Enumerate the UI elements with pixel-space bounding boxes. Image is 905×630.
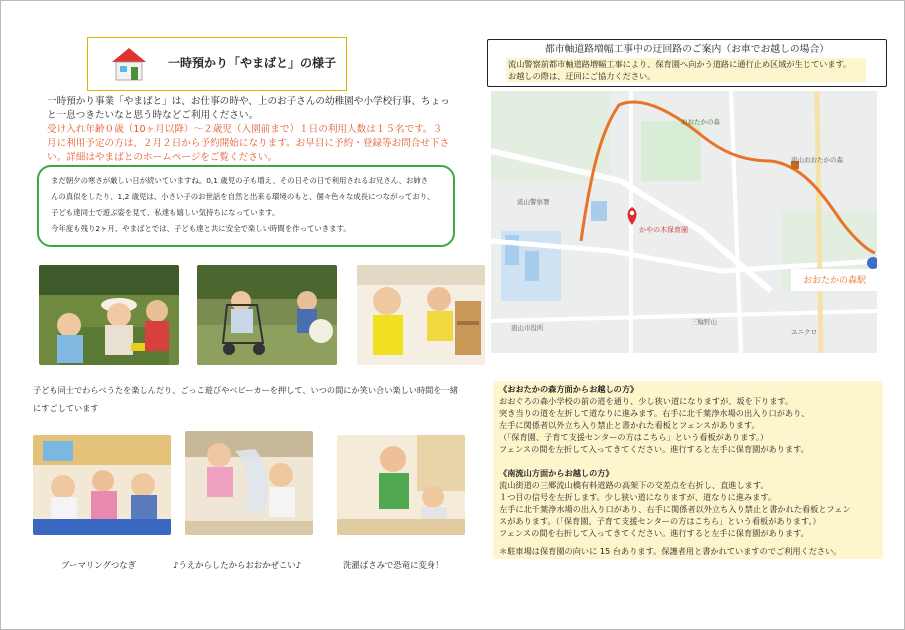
map-label: おおたかの森 <box>681 118 720 126</box>
message-line: まだ朝夕の寒さが厳しい日が続いていますね。0,1 歳児の子も増え、その日その日で利用されるお兄さん、お姉さ <box>51 176 429 185</box>
directions-line: 流山街道の三郷流山橋有料道路の高架下の交差点を右折し、直進します。 <box>499 480 769 490</box>
directions-box <box>493 381 883 559</box>
photo-boomerang-chain <box>33 435 171 535</box>
directions-line: おおぐろの森小学校の前の道を通り、少し狭い道になりますが、坂を下ります。 <box>499 396 794 406</box>
map-graphic <box>491 91 877 353</box>
notice-line: 流山警察前都市軸道路増幅工事により、保育園へ向かう道路に通行止め区域が生じています。 <box>508 59 852 69</box>
map-label: 三輪野山 <box>691 318 717 326</box>
detour-notice <box>487 39 887 87</box>
map-label: 流山市役所 <box>511 324 544 332</box>
page-title: 一時預かり「やまばと」の様子 <box>168 56 337 70</box>
photo-clothespin-dinosaur <box>337 435 465 535</box>
photo-caption: 洗濯ばさみで恐竜に変身！ <box>343 560 444 570</box>
message-box <box>37 165 455 247</box>
notice-title: 都市軸道路増幅工事中の迂回路のご案内（お車でお越しの場合） <box>544 44 830 55</box>
directions-line: １つ目の信号を左折します。少し狭い道になりますが、道なりに進みます。 <box>499 492 777 502</box>
directions-title: 《南流山方面からお越しの方》 <box>499 468 614 478</box>
photo-children-playing-outdoors <box>39 265 179 365</box>
message-line: 今年度も残り2ヶ月、やまばとでは、子ども達と共に安全で楽しい時間を作っていきます。 <box>51 224 351 233</box>
directions-line: スがあります。（「保育園、子育て支援センターの方はこちら」という看板があります。） <box>499 516 821 526</box>
parking-note: ＊駐車場は保育園の向いに 15 台あります。保護者用と書かれていますのでご利用ください。 <box>499 546 842 556</box>
map-pin-label: かやの木保育園 <box>639 226 688 234</box>
detour-map <box>491 91 877 353</box>
notice-body <box>506 58 866 82</box>
directions-line: 突き当りの道を左折して道なりに進みます。右手に北千葉浄水場の出入り口があり、 <box>499 408 810 418</box>
message-line: 子ども達同士で遊ぶ姿を見て、私達も嬉しい気持ちになっています。 <box>51 208 280 217</box>
directions-line: フェンスの間を右折して入ってきてください。進行すると左手に保育園があります。 <box>499 528 809 538</box>
notice-line: お越しの際は、迂回にご協力ください。 <box>508 71 656 81</box>
photo-children-indoor-toys <box>357 265 485 365</box>
play-description: 子ども同士でわらべうたを楽しんだり、ごっこ遊びやベビーカーを押して、いつの間にか笑い合い楽しい時間を一緒にすごしています <box>33 385 458 413</box>
map-station-label: おおたかの森駅 <box>803 276 867 286</box>
intro-paragraph <box>47 95 451 165</box>
photo-caption: ブーマリングつなぎ <box>61 560 136 570</box>
intro-text: 一時預かり事業「やまばと」は、お仕事の時や、上のお子さんの幼稚園や小学校行事、ちょっと一息つきたいなと思う時などご利用ください。 <box>47 96 450 121</box>
photo-big-wind-game <box>185 431 313 535</box>
directions-line: 左手に関係者以外立ち入り禁止と書かれた看板とフェンスがあります。 <box>499 420 760 430</box>
intro-notice-text: 受け入れ年齢０歳（10ヶ月以降）〜２歳児（入園前まで）１日の利用人数は１５名です。３月に利用予定の方は、２月２日から予約開始になります。お早目に予約・登録等お問合せ下さい。詳細はやまばとのホームページをご覧ください。 <box>47 124 450 163</box>
directions-line: （「保育園、子育て支援センターの方はこちら」という看板があります。） <box>499 432 769 442</box>
directions-section-1 <box>499 383 881 455</box>
photo-caption: ♪うえからしたからおおかぜこい♪ <box>173 560 301 570</box>
house-icon <box>110 46 148 82</box>
photo-child-with-stroller <box>197 265 337 365</box>
directions-line: フェンスの間を左折して入ってきてください。進行すると左手に保育園があります。 <box>499 444 809 454</box>
title-box <box>87 37 347 91</box>
map-label: 流山警察署 <box>517 198 550 206</box>
map-label: ユニクロ <box>791 328 817 336</box>
directions-line: 左手に北千葉浄水場の出入り口があり、右手に関係者以外立ち入り禁止と書かれた看板とフェン <box>499 504 851 514</box>
map-label: 流山おおたかの森 <box>791 156 843 164</box>
directions-title: 《おおたかの森方面からお越しの方》 <box>499 384 639 394</box>
message-line: んの真似をしたり、1,2 歳児は、小さい子のお世話を自然と出来る環境のもと、個々色々な成長につながっており、 <box>51 192 435 201</box>
directions-section-2 <box>499 467 881 539</box>
